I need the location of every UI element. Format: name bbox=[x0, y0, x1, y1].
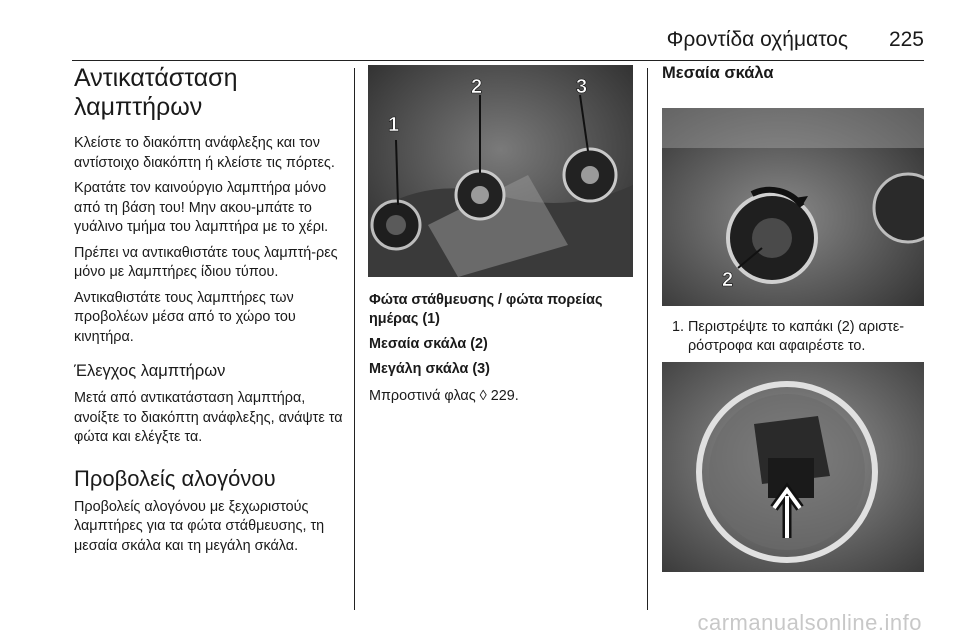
page-number: 225 bbox=[888, 28, 924, 51]
column-divider bbox=[354, 68, 355, 610]
reference-link[interactable]: Μπροστινά φλας ◊ 229. bbox=[369, 388, 519, 404]
left-column bbox=[74, 64, 348, 562]
low-beam-heading: Μεσαία σκάλα bbox=[662, 64, 774, 82]
paragraph: Κρατάτε τον καινούργιο λαμπτήρα μόνο από τη βάση του! Μην ακου-μπάτε το γυάλινο τμήμα του λαμπτήρα με το χέρι. bbox=[74, 180, 329, 235]
bulb-removal-photo bbox=[662, 362, 924, 572]
photo-label-3: 3 bbox=[576, 76, 588, 98]
header-divider bbox=[72, 60, 924, 61]
section-title: Φροντίδα οχήματος bbox=[666, 28, 848, 51]
caption: Μεσαία σκάλα (2) bbox=[369, 336, 488, 352]
caption: Φώτα στάθμευσης / φώτα πορείας ημέρας (1) bbox=[369, 292, 603, 327]
headlamp-rear-photo bbox=[368, 65, 633, 277]
halogen-heading: Προβολείς αλογόνου bbox=[74, 465, 276, 491]
paragraph: Προβολείς αλογόνου με ξεχωριστούς λαμπτήρες για τα φώτα στάθμευσης, τη μεσαία σκάλα και τη μεγάλη σκάλα. bbox=[74, 498, 325, 554]
paragraph: Πρέπει να αντικαθιστάτε τους λαμπτή-ρες μόνο με λαμπτήρες ίδιου τύπου. bbox=[74, 244, 338, 280]
step-text: Περιστρέψτε το καπάκι (2) αριστε-ρόστροφα και αφαιρέστε το. bbox=[688, 319, 905, 354]
photo-label-2: 2 bbox=[722, 269, 734, 291]
paragraph: Αντικαθιστάτε τους λαμπτήρες των προβολέων μέσα από το χώρο του κινητήρα. bbox=[74, 289, 296, 345]
photo-label-2: 2 bbox=[471, 76, 483, 98]
middle-column bbox=[369, 291, 639, 406]
column-divider bbox=[647, 68, 648, 610]
low-beam-cap-photo bbox=[662, 108, 924, 306]
caption: Μεγάλη σκάλα (3) bbox=[369, 361, 490, 377]
watermark: carmanualsonline.info bbox=[697, 610, 922, 635]
page-title: Αντικατάσταση λαμπτήρων bbox=[74, 64, 238, 121]
paragraph: Μετά από αντικατάσταση λαμπτήρα, ανοίξτε το διακόπτη ανάφλεξης, ανάψτε τα φώτα και ελέγξτε τα. bbox=[74, 390, 343, 445]
step-number: 1. bbox=[672, 319, 685, 335]
bulb-check-heading: Έλεγχος λαμπτήρων bbox=[74, 362, 226, 380]
photo-label-1: 1 bbox=[388, 114, 400, 136]
paragraph: Κλείστε το διακόπτη ανάφλεξης και τον αντίστοιχο διακόπτη ή κλείστε τις πόρτες. bbox=[74, 135, 335, 171]
instruction-step bbox=[672, 318, 930, 356]
